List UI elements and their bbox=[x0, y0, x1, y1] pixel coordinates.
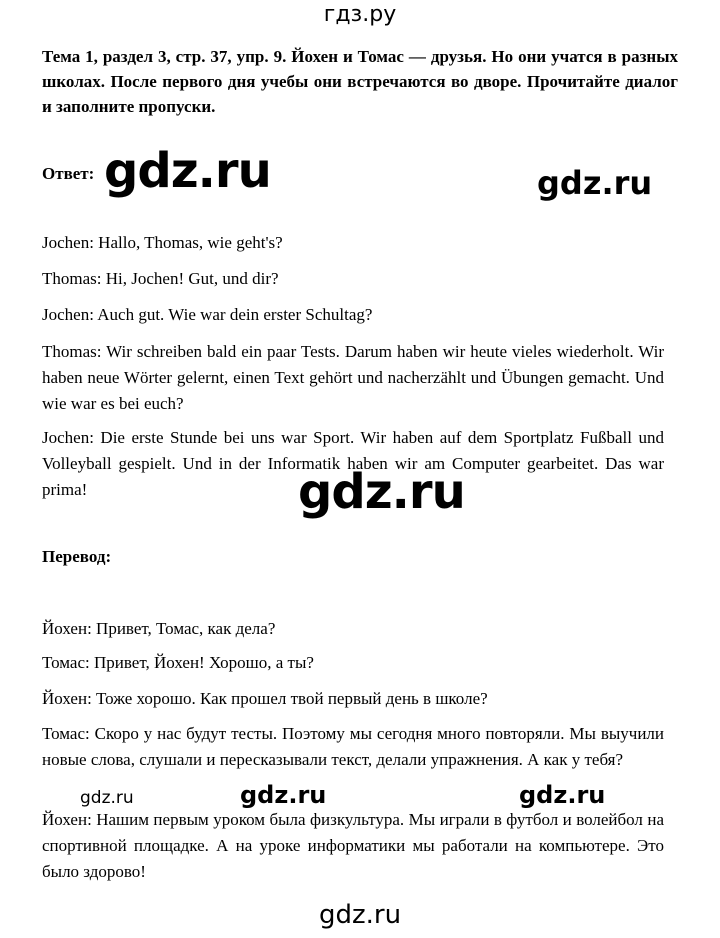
task-text: Тема 1, раздел 3, стр. 37, упр. 9. Йохен и Томас — друзья. Но они учатся в разных школах. После первого дня учебы они встречаются во дворе. Прочитайте диалог и заполните пропуски. bbox=[42, 47, 678, 116]
answer-label: Ответ: bbox=[42, 164, 95, 183]
watermark: gdz.ru bbox=[537, 164, 653, 202]
german-line: Jochen: Auch gut. Wie war dein erster Schultag? bbox=[42, 305, 373, 324]
russian-line: Йохен: Нашим первым уроком была физкультура. Мы играли в футбол и волейбол на спортивной площадке. А на уроке информатики мы работали на компьютере. Это было здорово! bbox=[42, 810, 664, 881]
german-line: Jochen: Hallo, Thomas, wie geht's? bbox=[42, 233, 283, 252]
watermark: gdz.ru bbox=[519, 781, 606, 809]
russian-line: Томас: Скоро у нас будут тесты. Поэтому мы сегодня много повторяли. Мы выучили новые слова, слушали и пересказывали текст, делали упражнения. А как у тебя? bbox=[42, 724, 664, 769]
german-line: Jochen: Die erste Stunde bei uns war Sport. Wir haben auf dem Sportplatz Fußball und Volleyball gespielt. Und in der Informatik haben wir am Computer gearbeitet. Das war prima! bbox=[42, 428, 664, 499]
watermark: gdz.ru bbox=[80, 788, 134, 808]
translation-label: Перевод: bbox=[42, 547, 112, 566]
german-line: Thomas: Wir schreiben bald ein paar Tests. Darum haben wir heute vieles wiederholt. Wir haben neue Wörter gelernt, einen Text gehört und nacherzählt und Übungen gemacht. Und wie war es bei euch? bbox=[42, 342, 664, 413]
russian-line: Томас: Привет, Йохен! Хорошо, а ты? bbox=[42, 653, 314, 672]
russian-line: Йохен: Привет, Томас, как дела? bbox=[42, 619, 276, 638]
watermark: gdz.ru bbox=[240, 781, 327, 809]
watermark: gdz.ru bbox=[298, 464, 465, 520]
footer-watermark: gdz.ru bbox=[318, 900, 402, 930]
german-line: Thomas: Hi, Jochen! Gut, und dir? bbox=[42, 269, 279, 288]
russian-line: Йохен: Тоже хорошо. Как прошел твой первый день в школе? bbox=[42, 689, 488, 708]
site-header: гдз.ру bbox=[323, 2, 397, 27]
watermark: gdz.ru bbox=[104, 143, 271, 199]
